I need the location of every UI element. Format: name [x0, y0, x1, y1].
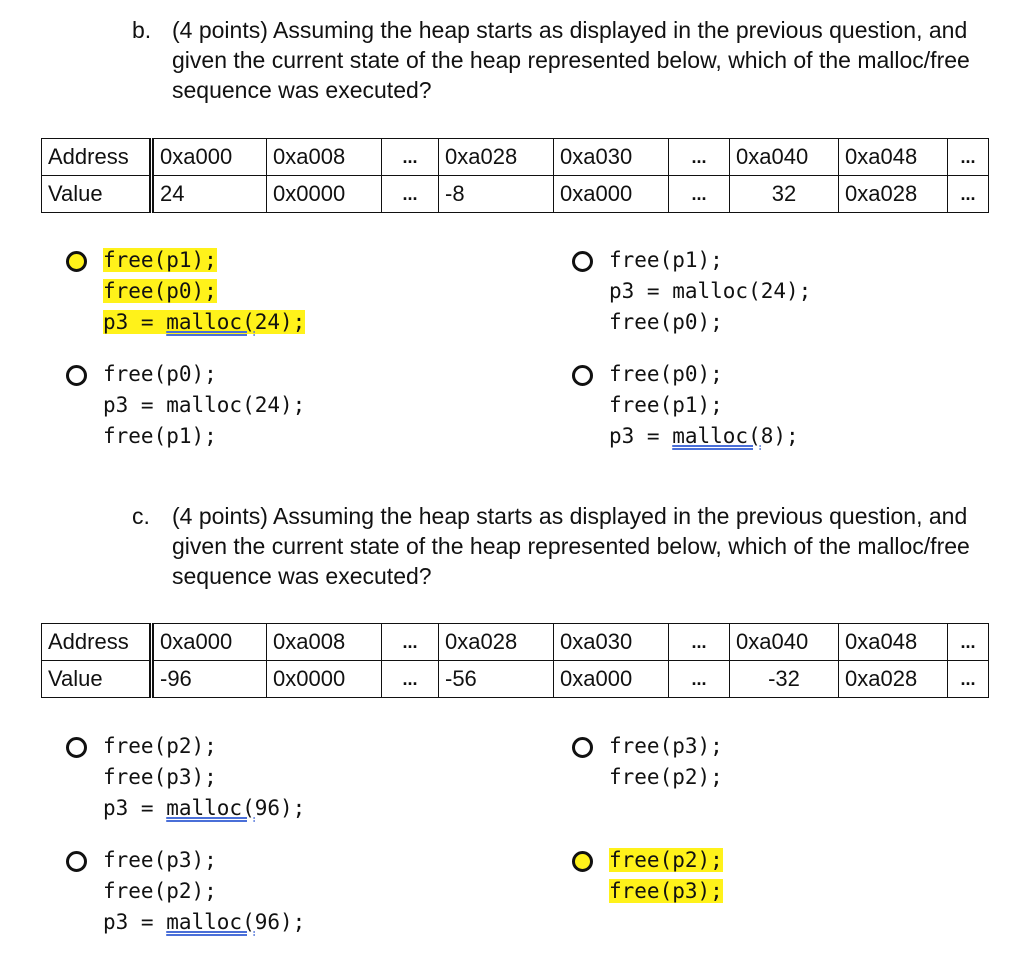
code-line: 96);	[254, 796, 306, 820]
option-c-1[interactable]	[66, 731, 305, 824]
radio-circle-icon[interactable]	[66, 737, 87, 758]
ellipsis-cell: ...	[948, 176, 989, 213]
code-line: malloc(	[672, 424, 761, 448]
heap-table-b	[41, 138, 989, 213]
code-line: free(p1);	[609, 393, 723, 417]
code-line: p3 = malloc(24);	[103, 393, 306, 417]
address-cell: 0xa030	[554, 624, 669, 661]
ellipsis-cell: ...	[669, 139, 730, 176]
value-cell: 0x0000	[267, 176, 382, 213]
value-header: Value	[42, 176, 152, 213]
address-cell: 0xa000	[152, 139, 267, 176]
option-b-2[interactable]	[572, 245, 811, 338]
value-cell: 0xa028	[839, 661, 948, 698]
ellipsis-cell: ...	[382, 176, 439, 213]
option-c-2[interactable]	[572, 731, 723, 793]
value-cell: 24	[152, 176, 267, 213]
code-line: free(p0);	[103, 362, 217, 386]
question-c-text: (4 points) Assuming the heap starts as displayed in the previous question, and given the current state of the heap represented below, which of the malloc/free sequence was executed?	[172, 503, 970, 589]
code-line: 8);	[760, 424, 799, 448]
code-line: free(p1);	[609, 248, 723, 272]
code-line: free(p1);	[103, 424, 217, 448]
radio-circle-icon[interactable]	[572, 365, 593, 386]
radio-circle-icon[interactable]	[66, 851, 87, 872]
value-header: Value	[42, 661, 152, 698]
option-c-3[interactable]	[66, 845, 305, 938]
code-line: malloc(	[166, 796, 255, 820]
radio-circle-icon[interactable]	[66, 251, 87, 272]
question-b-label: b.	[132, 17, 152, 43]
code-line: p3 =	[103, 310, 167, 334]
ellipsis-cell: ...	[669, 624, 730, 661]
ellipsis-cell: ...	[669, 661, 730, 698]
radio-circle-icon[interactable]	[572, 737, 593, 758]
ellipsis-cell: ...	[948, 624, 989, 661]
question-b-text: (4 points) Assuming the heap starts as displayed in the previous question, and given the current state of the heap represented below, which of the malloc/free sequence was executed?	[172, 17, 970, 103]
code-line: free(p3);	[103, 765, 217, 789]
radio-circle-icon[interactable]	[572, 851, 593, 872]
address-row	[42, 624, 989, 661]
code-line: free(p2);	[103, 879, 217, 903]
code-line: p3 =	[103, 910, 167, 934]
ellipsis-cell: ...	[948, 661, 989, 698]
value-cell: -8	[439, 176, 554, 213]
ellipsis-cell: ...	[382, 661, 439, 698]
code-line: free(p2);	[609, 848, 723, 872]
code-line: free(p3);	[103, 848, 217, 872]
radio-circle-icon[interactable]	[572, 251, 593, 272]
address-cell: 0xa048	[839, 624, 948, 661]
value-cell: 0xa000	[554, 661, 669, 698]
code-line: malloc(	[166, 910, 255, 934]
address-cell: 0xa008	[267, 139, 382, 176]
code-line: p3 =	[103, 796, 167, 820]
address-cell: 0xa008	[267, 624, 382, 661]
code-line: 24);	[254, 310, 306, 334]
code-line: free(p0);	[609, 362, 723, 386]
code-line: free(p2);	[609, 765, 723, 789]
address-row	[42, 139, 989, 176]
code-line: free(p3);	[609, 734, 723, 758]
value-cell: 0xa028	[839, 176, 948, 213]
value-cell: -96	[152, 661, 267, 698]
address-cell: 0xa000	[152, 624, 267, 661]
question-c-label: c.	[132, 503, 150, 529]
value-cell: 32	[730, 176, 839, 213]
code-line: p3 =	[609, 424, 673, 448]
code-line: free(p1);	[103, 248, 217, 272]
value-row	[42, 176, 989, 213]
code-line: 96);	[254, 910, 306, 934]
address-cell: 0xa040	[730, 624, 839, 661]
value-cell: -56	[439, 661, 554, 698]
option-b-3[interactable]	[66, 359, 305, 452]
address-header: Address	[42, 139, 152, 176]
ellipsis-cell: ...	[669, 176, 730, 213]
code-line: free(p3);	[609, 879, 723, 903]
option-c-4[interactable]	[572, 845, 723, 907]
address-cell: 0xa030	[554, 139, 669, 176]
value-cell: -32	[730, 661, 839, 698]
address-cell: 0xa048	[839, 139, 948, 176]
value-cell: 0xa000	[554, 176, 669, 213]
code-line: free(p2);	[103, 734, 217, 758]
value-row	[42, 661, 989, 698]
code-line: free(p0);	[103, 279, 217, 303]
heap-table-c	[41, 623, 989, 698]
code-line: free(p0);	[609, 310, 723, 334]
option-b-1[interactable]	[66, 245, 305, 338]
ellipsis-cell: ...	[382, 624, 439, 661]
ellipsis-cell: ...	[382, 139, 439, 176]
address-header: Address	[42, 624, 152, 661]
option-b-4[interactable]	[572, 359, 799, 452]
value-cell: 0x0000	[267, 661, 382, 698]
code-line: p3 = malloc(24);	[609, 279, 812, 303]
code-line: malloc(	[166, 310, 255, 334]
address-cell: 0xa028	[439, 624, 554, 661]
address-cell: 0xa028	[439, 139, 554, 176]
address-cell: 0xa040	[730, 139, 839, 176]
radio-circle-icon[interactable]	[66, 365, 87, 386]
ellipsis-cell: ...	[948, 139, 989, 176]
